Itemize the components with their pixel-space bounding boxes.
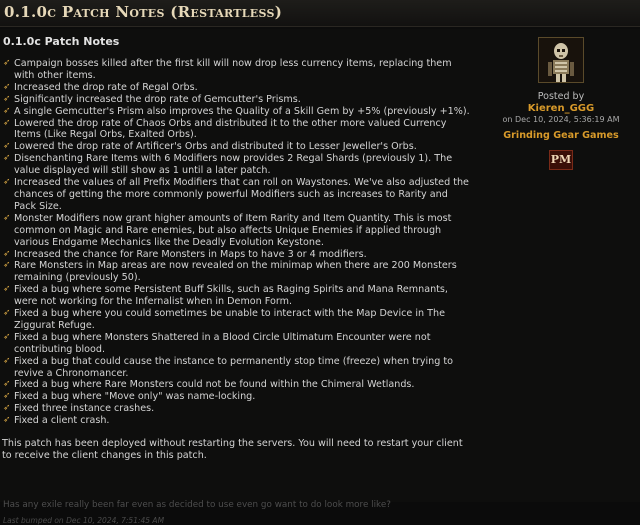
arrow-bullet-icon: ➶ (3, 403, 11, 414)
patch-note-item (2, 58, 470, 82)
patch-note-text: Disenchanting Rare Items with 6 Modifiers now provides 2 Regal Shards (previously 1). The value displayed will still show as 1 until a later patch. (14, 153, 453, 177)
arrow-bullet-icon: ➶ (3, 248, 11, 259)
post-content (2, 35, 470, 462)
patch-note-item (2, 177, 470, 213)
patch-note-item (2, 249, 470, 261)
patch-note-text: Fixed a bug where you could sometimes be unable to interact with the Map Device in The Ziggurat Refuge. (14, 308, 445, 331)
forum-post (0, 29, 640, 525)
patch-note-item (2, 213, 470, 249)
arrow-bullet-icon: ➶ (3, 391, 11, 402)
patch-note-item (2, 118, 470, 142)
patch-note-text: Campaign bosses killed after the first kill will now drop less currency items, replacing them with other items. (14, 58, 452, 81)
patch-note-item (2, 153, 470, 177)
arrow-bullet-icon: ➶ (3, 81, 11, 92)
patch-note-text: Increased the values of all Prefix Modifiers that can roll on Waystones. We've also adjusted the chances of getting the more commonly powerful Modifiers such as increases to Rarity and Pack Size. (14, 177, 469, 212)
patch-note-text: Significantly increased the drop rate of Gemcutter's Prisms. (14, 93, 301, 105)
arrow-bullet-icon: ➶ (3, 177, 11, 188)
patch-note-item (2, 391, 470, 403)
thread-title: 0.1.0c Patch Notes (Restartless) (4, 3, 283, 21)
patch-note-item (2, 415, 470, 427)
patch-note-text: Fixed a bug where "Move only" was name-locking. (14, 391, 256, 403)
patch-note-item (2, 106, 470, 118)
arrow-bullet-icon: ➶ (3, 260, 11, 271)
patch-note-text: A single Gemcutter's Prism also improves the Quality of a Skill Gem by +5% (previously +1%). (14, 105, 470, 117)
patch-note-text: Fixed three instance crashes. (14, 403, 155, 415)
patch-note-item (2, 308, 470, 332)
patch-note-text: Increased the chance for Rare Monsters in Maps to have 3 or 4 modifiers. (14, 248, 367, 260)
patch-note-text: Rare Monsters in Map areas are now revealed on the minimap when there are 200 Monsters remaining (previously 50). (14, 260, 457, 284)
patch-note-item (2, 403, 470, 415)
pm-button[interactable]: PM (549, 150, 573, 170)
arrow-bullet-icon: ➶ (3, 105, 11, 116)
posted-by-label: Posted by (537, 91, 585, 102)
next-post-preview: Has any exile really been far even as decided to use even go want to do look more like? (3, 500, 391, 510)
author-guild[interactable]: Grinding Gear Games (503, 130, 619, 141)
patch-note-item (2, 379, 470, 391)
patch-notes-list (2, 58, 470, 427)
arrow-bullet-icon: ➶ (3, 379, 11, 390)
patch-note-text: Fixed a bug where some Persistent Buff Skills, such as Raging Spirits and Mana Remnants, were not working for the Infernalist when in Demon Form. (14, 284, 448, 308)
patch-note-item (2, 141, 470, 153)
author-sidebar (486, 37, 636, 170)
patch-note-text: Lowered the drop rate of Artificer's Orbs and distributed it to Lesser Jeweller's Orbs. (14, 141, 417, 153)
arrow-bullet-icon: ➶ (3, 415, 11, 426)
patch-note-item (2, 94, 470, 106)
arrow-bullet-icon: ➶ (3, 141, 11, 152)
patch-note-item (2, 260, 470, 284)
last-bumped: Last bumped on Dec 10, 2024, 7:51:45 AM (3, 516, 165, 525)
skeleton-avatar-icon (539, 38, 583, 82)
arrow-bullet-icon: ➶ (3, 117, 11, 128)
patch-note-text: Fixed a bug where Rare Monsters could not be found within the Chimeral Wetlands. (14, 379, 415, 391)
arrow-bullet-icon: ➶ (3, 58, 11, 68)
post-date: on Dec 10, 2024, 5:36:19 AM (502, 115, 620, 124)
patch-note-text: Lowered the drop rate of Chaos Orbs and distributed it to the other more valued Currency Items (Like Regal Orbs, Exalted Orbs). (14, 117, 447, 141)
patch-note-text: Fixed a bug that could cause the instance to permanently stop time (freeze) when trying to revive a Chronomancer. (14, 355, 454, 379)
post-heading: 0.1.0c Patch Notes (3, 35, 120, 48)
patch-note-text: Fixed a client crash. (14, 415, 110, 427)
arrow-bullet-icon: ➶ (3, 153, 11, 164)
patch-note-item (2, 356, 470, 380)
post-footer-text: This patch has been deployed without restarting the servers. You will need to restart your client to receive the client changes in this patch. (2, 438, 463, 461)
patch-note-text: Fixed a bug where Monsters Shattered in a Blood Circle Ultimatum Encounter were not contributing blood. (14, 331, 431, 355)
thread-title-bar (0, 0, 640, 27)
arrow-bullet-icon: ➶ (3, 212, 11, 223)
author-username[interactable]: Kieren_GGG (527, 103, 595, 114)
patch-note-item (2, 284, 470, 308)
avatar[interactable] (538, 37, 584, 83)
patch-note-text: Increased the drop rate of Regal Orbs. (14, 81, 198, 93)
patch-note-text: Monster Modifiers now grant higher amounts of Item Rarity and Item Quantity. This is most common on Magic and Rare enemies, but also affects Unique Enemies if applied through various Endgame Mechanics like the Deadly Evolution Keystone. (14, 212, 452, 248)
patch-note-item (2, 82, 470, 94)
arrow-bullet-icon: ➶ (3, 331, 11, 342)
arrow-bullet-icon: ➶ (3, 308, 11, 319)
patch-note-item (2, 332, 470, 356)
arrow-bullet-icon: ➶ (3, 284, 11, 295)
arrow-bullet-icon: ➶ (3, 355, 11, 366)
arrow-bullet-icon: ➶ (3, 93, 11, 104)
